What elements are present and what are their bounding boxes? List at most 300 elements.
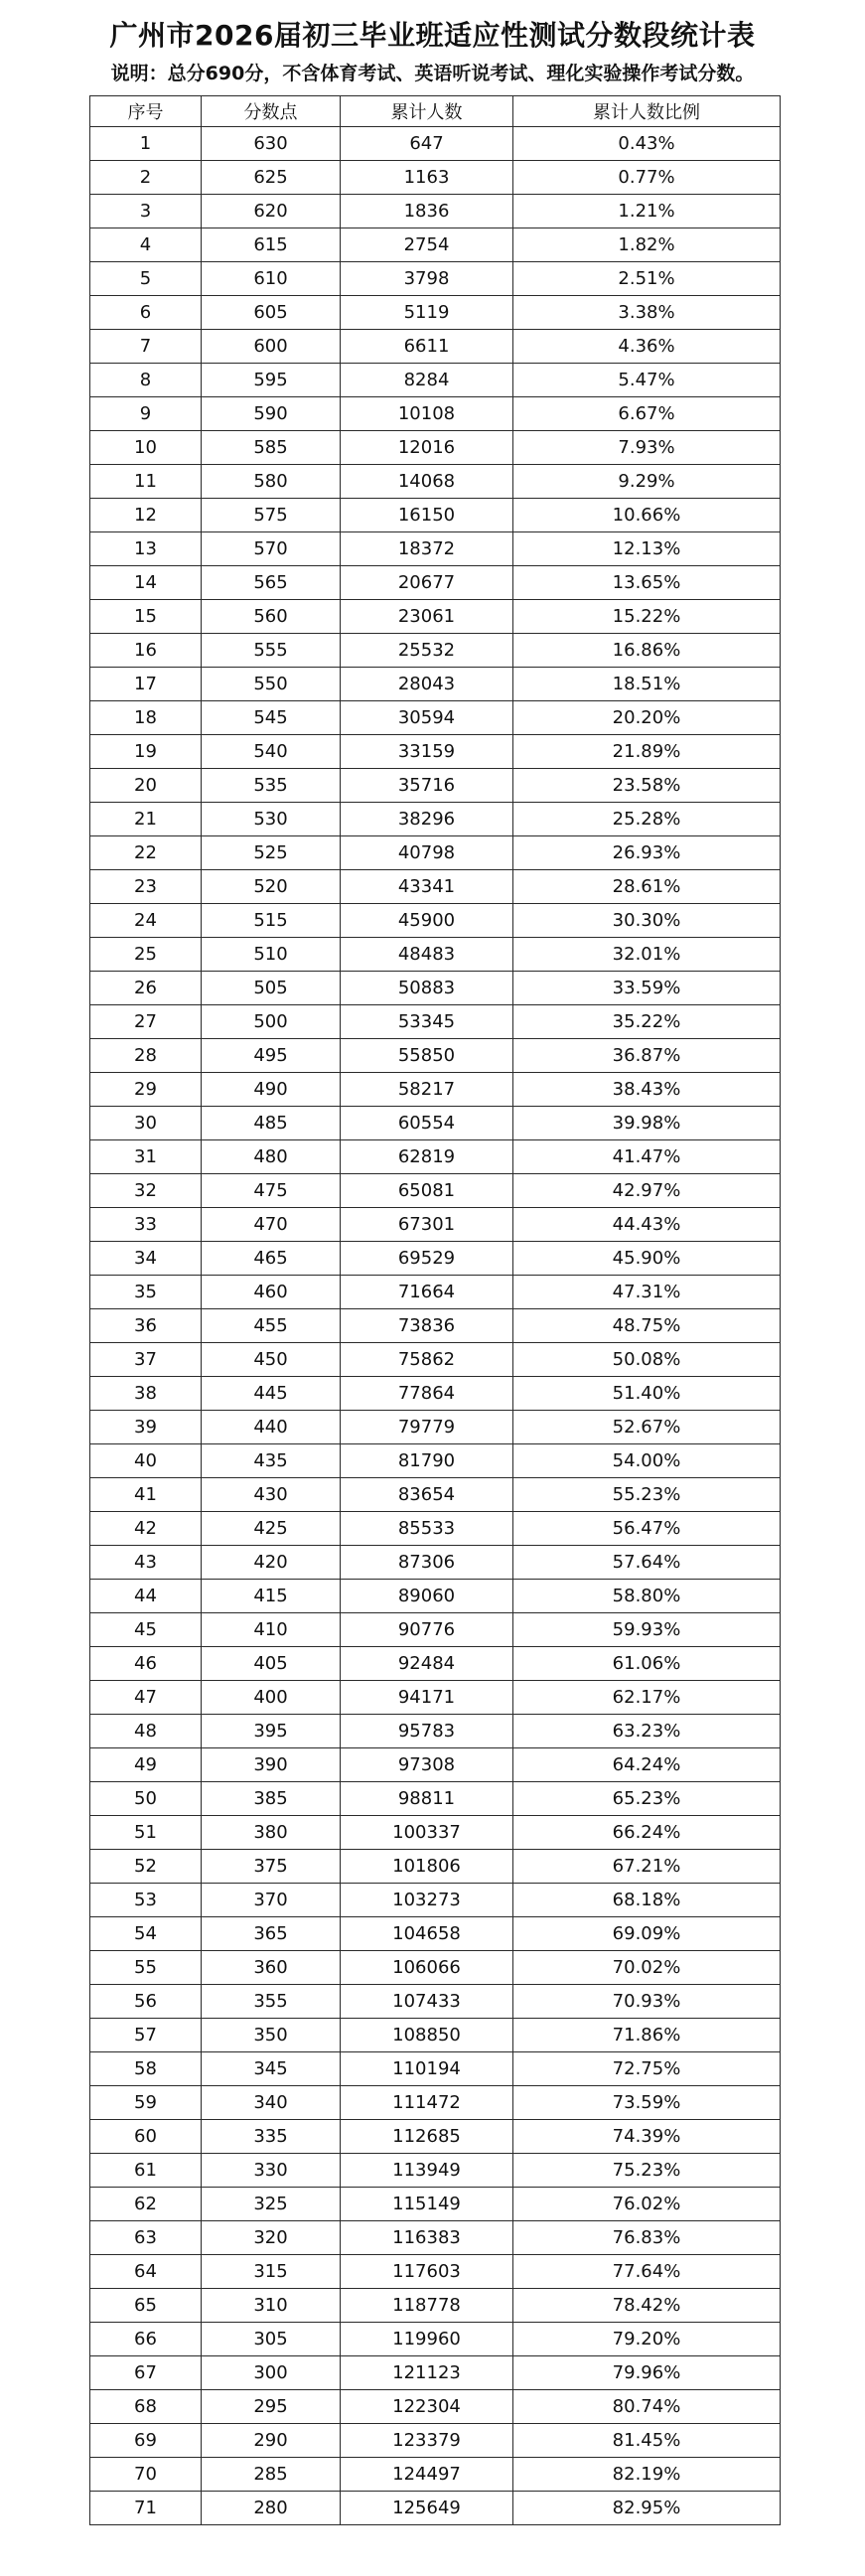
- table-row: [90, 769, 781, 803]
- table-row: [90, 1208, 781, 1242]
- cell-score: 450: [202, 1343, 341, 1377]
- cell-cumulative-ratio: 1.82%: [513, 228, 781, 262]
- cell-cumulative-ratio: 44.43%: [513, 1208, 781, 1242]
- cell-index: 60: [90, 2120, 202, 2154]
- cell-index: 10: [90, 431, 202, 465]
- cell-cumulative-ratio: 82.19%: [513, 2458, 781, 2492]
- table-row: [90, 1613, 781, 1647]
- cell-score: 400: [202, 1681, 341, 1715]
- cell-cumulative-count: 116383: [341, 2221, 513, 2255]
- cell-score: 435: [202, 1444, 341, 1478]
- cell-score: 470: [202, 1208, 341, 1242]
- table-row: [90, 499, 781, 532]
- cell-index: 62: [90, 2188, 202, 2221]
- cell-index: 42: [90, 1512, 202, 1546]
- table-row: [90, 1242, 781, 1276]
- cell-index: 35: [90, 1276, 202, 1309]
- cell-index: 66: [90, 2323, 202, 2356]
- cell-cumulative-count: 69529: [341, 1242, 513, 1276]
- cell-cumulative-count: 6611: [341, 330, 513, 364]
- cell-index: 29: [90, 1073, 202, 1107]
- cell-index: 24: [90, 904, 202, 938]
- cell-cumulative-count: 71664: [341, 1276, 513, 1309]
- table-row: [90, 1782, 781, 1816]
- cell-cumulative-count: 62819: [341, 1140, 513, 1174]
- cell-index: 31: [90, 1140, 202, 1174]
- table-row: [90, 904, 781, 938]
- cell-index: 5: [90, 262, 202, 296]
- table-row: [90, 296, 781, 330]
- cell-cumulative-count: 77864: [341, 1377, 513, 1411]
- cell-score: 550: [202, 668, 341, 701]
- table-row: [90, 1647, 781, 1681]
- cell-index: 23: [90, 870, 202, 904]
- cell-score: 305: [202, 2323, 341, 2356]
- header-score: 分数点: [202, 96, 341, 127]
- cell-score: 285: [202, 2458, 341, 2492]
- cell-cumulative-count: 55850: [341, 1039, 513, 1073]
- table-row: [90, 1917, 781, 1951]
- cell-score: 335: [202, 2120, 341, 2154]
- table-row: [90, 1884, 781, 1917]
- cell-cumulative-count: 1836: [341, 195, 513, 228]
- cell-score: 625: [202, 161, 341, 195]
- cell-cumulative-count: 18372: [341, 532, 513, 566]
- cell-score: 540: [202, 735, 341, 769]
- cell-cumulative-count: 95783: [341, 1715, 513, 1748]
- cell-index: 21: [90, 803, 202, 836]
- cell-cumulative-count: 50883: [341, 972, 513, 1005]
- table-row: [90, 532, 781, 566]
- cell-score: 310: [202, 2289, 341, 2323]
- cell-cumulative-ratio: 50.08%: [513, 1343, 781, 1377]
- table-row: [90, 1073, 781, 1107]
- cell-index: 54: [90, 1917, 202, 1951]
- cell-score: 440: [202, 1411, 341, 1444]
- cell-cumulative-count: 67301: [341, 1208, 513, 1242]
- table-row: [90, 2120, 781, 2154]
- table-row: [90, 1411, 781, 1444]
- cell-cumulative-count: 25532: [341, 634, 513, 668]
- cell-score: 570: [202, 532, 341, 566]
- cell-score: 495: [202, 1039, 341, 1073]
- cell-cumulative-ratio: 71.86%: [513, 2019, 781, 2052]
- cell-index: 15: [90, 600, 202, 634]
- table-row: [90, 2255, 781, 2289]
- table-row: [90, 1748, 781, 1782]
- cell-score: 630: [202, 127, 341, 161]
- cell-score: 615: [202, 228, 341, 262]
- cell-cumulative-ratio: 7.93%: [513, 431, 781, 465]
- cell-cumulative-ratio: 32.01%: [513, 938, 781, 972]
- cell-cumulative-count: 75862: [341, 1343, 513, 1377]
- cell-cumulative-ratio: 78.42%: [513, 2289, 781, 2323]
- page-title: 广州市2026届初三毕业班适应性测试分数段统计表: [109, 19, 756, 52]
- cell-score: 565: [202, 566, 341, 600]
- cell-cumulative-ratio: 30.30%: [513, 904, 781, 938]
- cell-index: 33: [90, 1208, 202, 1242]
- cell-cumulative-ratio: 75.23%: [513, 2154, 781, 2188]
- cell-cumulative-count: 106066: [341, 1951, 513, 1985]
- cell-index: 63: [90, 2221, 202, 2255]
- cell-score: 345: [202, 2052, 341, 2086]
- cell-index: 68: [90, 2390, 202, 2424]
- cell-cumulative-count: 8284: [341, 364, 513, 397]
- cell-cumulative-ratio: 28.61%: [513, 870, 781, 904]
- table-row: [90, 803, 781, 836]
- table-row: [90, 330, 781, 364]
- cell-cumulative-count: 73836: [341, 1309, 513, 1343]
- cell-cumulative-count: 81790: [341, 1444, 513, 1478]
- cell-cumulative-ratio: 61.06%: [513, 1647, 781, 1681]
- cell-cumulative-count: 103273: [341, 1884, 513, 1917]
- cell-cumulative-count: 33159: [341, 735, 513, 769]
- table-row: [90, 1039, 781, 1073]
- cell-index: 51: [90, 1816, 202, 1850]
- cell-index: 39: [90, 1411, 202, 1444]
- cell-index: 59: [90, 2086, 202, 2120]
- cell-score: 590: [202, 397, 341, 431]
- cell-cumulative-ratio: 69.09%: [513, 1917, 781, 1951]
- cell-cumulative-ratio: 79.96%: [513, 2356, 781, 2390]
- table-row: [90, 262, 781, 296]
- cell-cumulative-ratio: 67.21%: [513, 1850, 781, 1884]
- cell-score: 355: [202, 1985, 341, 2019]
- cell-cumulative-count: 85533: [341, 1512, 513, 1546]
- cell-cumulative-ratio: 81.45%: [513, 2424, 781, 2458]
- table-row: [90, 972, 781, 1005]
- table-row: [90, 870, 781, 904]
- cell-cumulative-count: 647: [341, 127, 513, 161]
- cell-cumulative-ratio: 76.02%: [513, 2188, 781, 2221]
- cell-score: 405: [202, 1647, 341, 1681]
- cell-cumulative-ratio: 2.51%: [513, 262, 781, 296]
- cell-cumulative-ratio: 35.22%: [513, 1005, 781, 1039]
- cell-cumulative-count: 87306: [341, 1546, 513, 1580]
- cell-score: 390: [202, 1748, 341, 1782]
- cell-index: 40: [90, 1444, 202, 1478]
- cell-cumulative-count: 123379: [341, 2424, 513, 2458]
- cell-score: 605: [202, 296, 341, 330]
- cell-index: 52: [90, 1850, 202, 1884]
- table-row: [90, 2019, 781, 2052]
- cell-cumulative-ratio: 63.23%: [513, 1715, 781, 1748]
- cell-score: 300: [202, 2356, 341, 2390]
- table-row: [90, 2154, 781, 2188]
- cell-index: 61: [90, 2154, 202, 2188]
- cell-index: 9: [90, 397, 202, 431]
- cell-index: 11: [90, 465, 202, 499]
- cell-index: 22: [90, 836, 202, 870]
- cell-score: 325: [202, 2188, 341, 2221]
- cell-index: 26: [90, 972, 202, 1005]
- cell-cumulative-count: 53345: [341, 1005, 513, 1039]
- cell-index: 32: [90, 1174, 202, 1208]
- table-row: [90, 1140, 781, 1174]
- table-row: [90, 1546, 781, 1580]
- cell-cumulative-ratio: 57.64%: [513, 1546, 781, 1580]
- cell-score: 555: [202, 634, 341, 668]
- cell-cumulative-count: 3798: [341, 262, 513, 296]
- cell-cumulative-count: 79779: [341, 1411, 513, 1444]
- cell-score: 525: [202, 836, 341, 870]
- cell-cumulative-ratio: 10.66%: [513, 499, 781, 532]
- cell-cumulative-count: 2754: [341, 228, 513, 262]
- cell-cumulative-count: 40798: [341, 836, 513, 870]
- cell-cumulative-count: 60554: [341, 1107, 513, 1140]
- cell-cumulative-ratio: 20.20%: [513, 701, 781, 735]
- cell-cumulative-ratio: 59.93%: [513, 1613, 781, 1647]
- table-row: [90, 735, 781, 769]
- table-row: [90, 1715, 781, 1748]
- cell-cumulative-count: 118778: [341, 2289, 513, 2323]
- cell-cumulative-count: 45900: [341, 904, 513, 938]
- cell-cumulative-count: 35716: [341, 769, 513, 803]
- table-row: [90, 2289, 781, 2323]
- cell-score: 380: [202, 1816, 341, 1850]
- cell-score: 510: [202, 938, 341, 972]
- cell-cumulative-count: 14068: [341, 465, 513, 499]
- cell-score: 290: [202, 2424, 341, 2458]
- cell-score: 360: [202, 1951, 341, 1985]
- cell-score: 505: [202, 972, 341, 1005]
- cell-index: 65: [90, 2289, 202, 2323]
- cell-cumulative-ratio: 58.80%: [513, 1580, 781, 1613]
- cell-cumulative-ratio: 5.47%: [513, 364, 781, 397]
- cell-cumulative-ratio: 26.93%: [513, 836, 781, 870]
- cell-index: 44: [90, 1580, 202, 1613]
- cell-cumulative-count: 117603: [341, 2255, 513, 2289]
- cell-cumulative-ratio: 70.02%: [513, 1951, 781, 1985]
- cell-cumulative-ratio: 48.75%: [513, 1309, 781, 1343]
- cell-index: 13: [90, 532, 202, 566]
- cell-cumulative-count: 83654: [341, 1478, 513, 1512]
- cell-score: 580: [202, 465, 341, 499]
- cell-cumulative-count: 92484: [341, 1647, 513, 1681]
- cell-cumulative-ratio: 23.58%: [513, 769, 781, 803]
- cell-cumulative-count: 23061: [341, 600, 513, 634]
- cell-score: 370: [202, 1884, 341, 1917]
- cell-score: 595: [202, 364, 341, 397]
- table-row: [90, 1580, 781, 1613]
- cell-cumulative-count: 90776: [341, 1613, 513, 1647]
- table-row: [90, 2356, 781, 2390]
- cell-score: 475: [202, 1174, 341, 1208]
- cell-cumulative-count: 28043: [341, 668, 513, 701]
- cell-cumulative-count: 110194: [341, 2052, 513, 2086]
- table-row: [90, 701, 781, 735]
- table-row: [90, 668, 781, 701]
- cell-cumulative-ratio: 42.97%: [513, 1174, 781, 1208]
- cell-cumulative-count: 58217: [341, 1073, 513, 1107]
- cell-cumulative-ratio: 13.65%: [513, 566, 781, 600]
- cell-cumulative-count: 38296: [341, 803, 513, 836]
- cell-cumulative-ratio: 62.17%: [513, 1681, 781, 1715]
- cell-cumulative-count: 1163: [341, 161, 513, 195]
- table-row: [90, 600, 781, 634]
- cell-cumulative-count: 111472: [341, 2086, 513, 2120]
- cell-index: 28: [90, 1039, 202, 1073]
- table-row: [90, 2458, 781, 2492]
- header-cumulative-count: 累计人数: [341, 96, 513, 127]
- cell-cumulative-ratio: 16.86%: [513, 634, 781, 668]
- cell-cumulative-ratio: 51.40%: [513, 1377, 781, 1411]
- table-row: [90, 161, 781, 195]
- cell-cumulative-count: 122304: [341, 2390, 513, 2424]
- table-row: [90, 1512, 781, 1546]
- table-row: [90, 2221, 781, 2255]
- cell-score: 545: [202, 701, 341, 735]
- table-row: [90, 1478, 781, 1512]
- table-row: [90, 2424, 781, 2458]
- cell-cumulative-count: 97308: [341, 1748, 513, 1782]
- score-table: [89, 95, 781, 2525]
- cell-score: 385: [202, 1782, 341, 1816]
- cell-score: 340: [202, 2086, 341, 2120]
- cell-cumulative-ratio: 70.93%: [513, 1985, 781, 2019]
- cell-cumulative-count: 104658: [341, 1917, 513, 1951]
- cell-score: 600: [202, 330, 341, 364]
- cell-score: 430: [202, 1478, 341, 1512]
- cell-score: 460: [202, 1276, 341, 1309]
- cell-index: 17: [90, 668, 202, 701]
- cell-cumulative-count: 115149: [341, 2188, 513, 2221]
- cell-score: 365: [202, 1917, 341, 1951]
- cell-score: 350: [202, 2019, 341, 2052]
- cell-index: 47: [90, 1681, 202, 1715]
- cell-cumulative-count: 43341: [341, 870, 513, 904]
- cell-cumulative-count: 89060: [341, 1580, 513, 1613]
- table-row: [90, 2390, 781, 2424]
- cell-score: 610: [202, 262, 341, 296]
- cell-score: 420: [202, 1546, 341, 1580]
- cell-score: 535: [202, 769, 341, 803]
- cell-index: 4: [90, 228, 202, 262]
- cell-index: 53: [90, 1884, 202, 1917]
- cell-index: 20: [90, 769, 202, 803]
- table-row: [90, 1276, 781, 1309]
- cell-index: 46: [90, 1647, 202, 1681]
- table-row: [90, 2052, 781, 2086]
- cell-cumulative-ratio: 3.38%: [513, 296, 781, 330]
- cell-cumulative-count: 121123: [341, 2356, 513, 2390]
- cell-index: 67: [90, 2356, 202, 2390]
- header-cumulative-ratio: 累计人数比例: [513, 96, 781, 127]
- cell-score: 500: [202, 1005, 341, 1039]
- cell-index: 37: [90, 1343, 202, 1377]
- cell-index: 69: [90, 2424, 202, 2458]
- cell-cumulative-ratio: 36.87%: [513, 1039, 781, 1073]
- cell-index: 38: [90, 1377, 202, 1411]
- table-row: [90, 1377, 781, 1411]
- cell-score: 315: [202, 2255, 341, 2289]
- cell-cumulative-count: 98811: [341, 1782, 513, 1816]
- table-row: [90, 1951, 781, 1985]
- table-row: [90, 938, 781, 972]
- cell-score: 330: [202, 2154, 341, 2188]
- cell-index: 25: [90, 938, 202, 972]
- table-row: [90, 2188, 781, 2221]
- cell-score: 445: [202, 1377, 341, 1411]
- cell-cumulative-ratio: 80.74%: [513, 2390, 781, 2424]
- cell-cumulative-count: 94171: [341, 1681, 513, 1715]
- cell-index: 71: [90, 2492, 202, 2525]
- cell-cumulative-ratio: 4.36%: [513, 330, 781, 364]
- cell-index: 70: [90, 2458, 202, 2492]
- cell-cumulative-count: 65081: [341, 1174, 513, 1208]
- cell-index: 55: [90, 1951, 202, 1985]
- cell-index: 34: [90, 1242, 202, 1276]
- cell-index: 6: [90, 296, 202, 330]
- cell-index: 43: [90, 1546, 202, 1580]
- cell-cumulative-ratio: 76.83%: [513, 2221, 781, 2255]
- cell-cumulative-count: 112685: [341, 2120, 513, 2154]
- table-row: [90, 195, 781, 228]
- cell-score: 375: [202, 1850, 341, 1884]
- cell-cumulative-count: 119960: [341, 2323, 513, 2356]
- table-row: [90, 1444, 781, 1478]
- cell-cumulative-count: 30594: [341, 701, 513, 735]
- cell-score: 490: [202, 1073, 341, 1107]
- cell-cumulative-ratio: 68.18%: [513, 1884, 781, 1917]
- cell-index: 18: [90, 701, 202, 735]
- cell-score: 320: [202, 2221, 341, 2255]
- cell-index: 8: [90, 364, 202, 397]
- cell-score: 455: [202, 1309, 341, 1343]
- cell-cumulative-ratio: 82.95%: [513, 2492, 781, 2525]
- cell-index: 56: [90, 1985, 202, 2019]
- cell-cumulative-ratio: 54.00%: [513, 1444, 781, 1478]
- cell-cumulative-ratio: 0.77%: [513, 161, 781, 195]
- cell-index: 19: [90, 735, 202, 769]
- cell-index: 57: [90, 2019, 202, 2052]
- cell-cumulative-ratio: 41.47%: [513, 1140, 781, 1174]
- cell-cumulative-ratio: 55.23%: [513, 1478, 781, 1512]
- table-row: [90, 2323, 781, 2356]
- cell-cumulative-ratio: 12.13%: [513, 532, 781, 566]
- cell-score: 480: [202, 1140, 341, 1174]
- table-row: [90, 566, 781, 600]
- cell-cumulative-ratio: 66.24%: [513, 1816, 781, 1850]
- table-body: [90, 127, 781, 2525]
- table-row: [90, 1816, 781, 1850]
- cell-cumulative-count: 107433: [341, 1985, 513, 2019]
- cell-cumulative-ratio: 45.90%: [513, 1242, 781, 1276]
- cell-cumulative-ratio: 52.67%: [513, 1411, 781, 1444]
- cell-index: 30: [90, 1107, 202, 1140]
- cell-cumulative-count: 5119: [341, 296, 513, 330]
- cell-index: 1: [90, 127, 202, 161]
- cell-score: 530: [202, 803, 341, 836]
- cell-cumulative-ratio: 79.20%: [513, 2323, 781, 2356]
- table-header-row: [90, 96, 781, 127]
- cell-score: 465: [202, 1242, 341, 1276]
- cell-index: 7: [90, 330, 202, 364]
- cell-cumulative-count: 124497: [341, 2458, 513, 2492]
- cell-score: 515: [202, 904, 341, 938]
- cell-score: 280: [202, 2492, 341, 2525]
- cell-cumulative-count: 20677: [341, 566, 513, 600]
- table-row: [90, 127, 781, 161]
- cell-cumulative-ratio: 18.51%: [513, 668, 781, 701]
- cell-cumulative-ratio: 0.43%: [513, 127, 781, 161]
- table-row: [90, 397, 781, 431]
- cell-score: 410: [202, 1613, 341, 1647]
- table-row: [90, 634, 781, 668]
- cell-cumulative-ratio: 33.59%: [513, 972, 781, 1005]
- cell-index: 14: [90, 566, 202, 600]
- cell-cumulative-ratio: 73.59%: [513, 2086, 781, 2120]
